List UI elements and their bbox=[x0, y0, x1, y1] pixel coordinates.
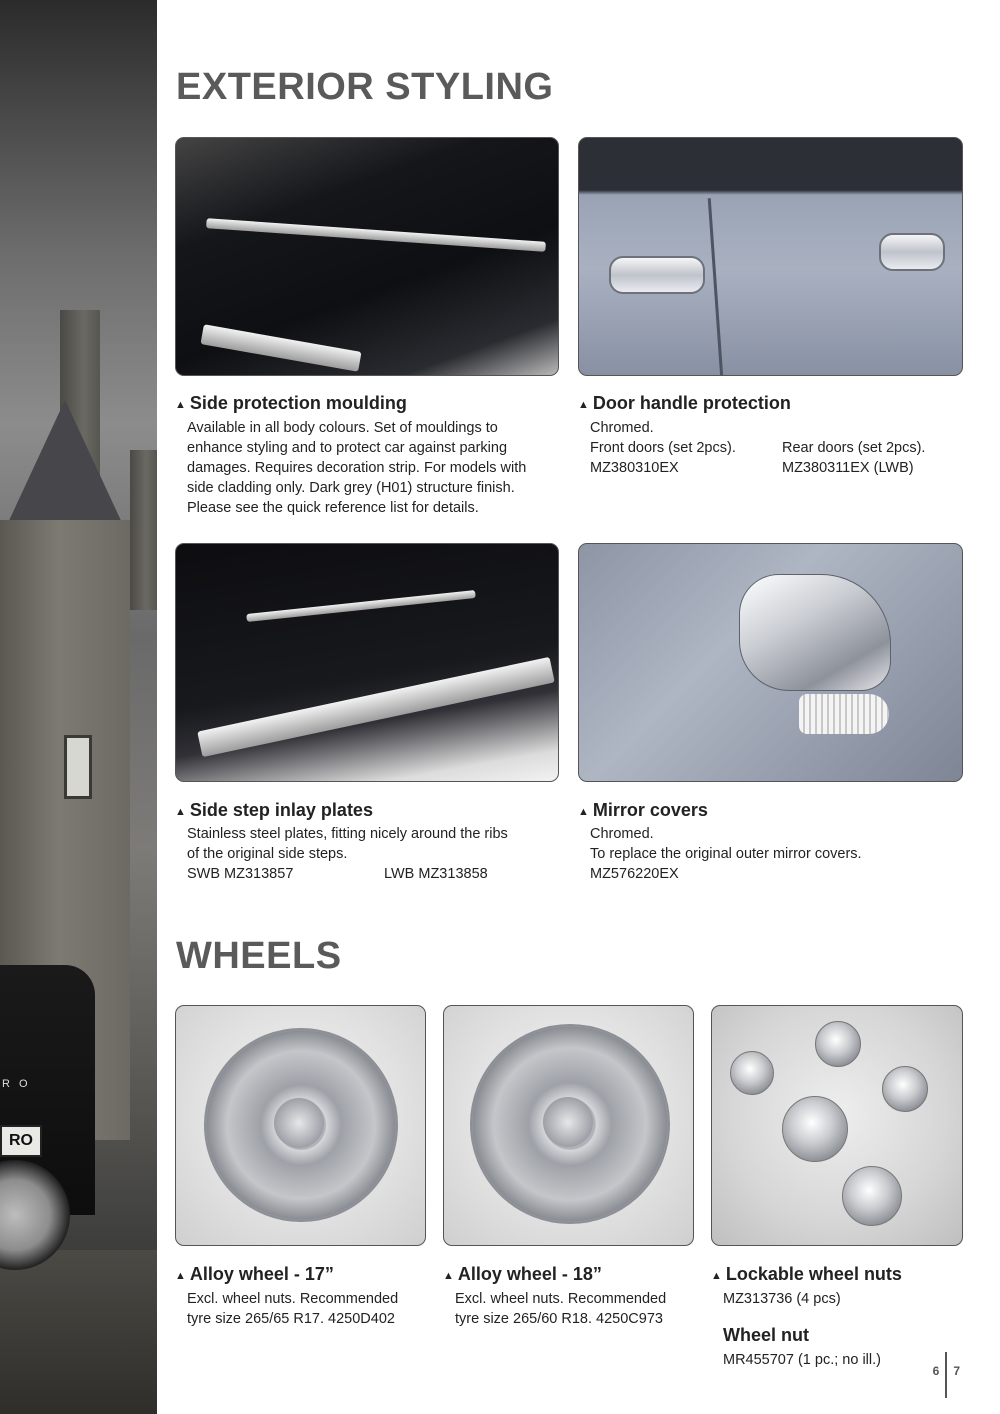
bullet-triangle-icon: ▲ bbox=[175, 399, 186, 411]
bullet-triangle-icon: ▲ bbox=[175, 806, 186, 818]
front-doors-label: Front doors (set 2pcs). bbox=[590, 440, 736, 456]
wheel-nut-title: Wheel nut bbox=[723, 1325, 809, 1345]
text-line: of the original side steps. bbox=[187, 846, 348, 862]
side-moulding-title: ▲ Side protection moulding bbox=[175, 393, 407, 413]
door-gap bbox=[708, 198, 724, 376]
wheel-hub bbox=[274, 1098, 324, 1148]
mirror-indicator bbox=[799, 694, 889, 734]
text-line: MZ313736 (4 pcs) bbox=[723, 1291, 841, 1307]
tower-roof bbox=[0, 400, 130, 540]
side-moulding-photo bbox=[175, 137, 559, 376]
step-inlay-plate bbox=[197, 657, 555, 757]
car-badge: R O bbox=[2, 1078, 31, 1090]
text-line: Excl. wheel nuts. Recommended bbox=[455, 1291, 667, 1307]
front-door-handle bbox=[609, 256, 705, 294]
wheel-nut-description bbox=[723, 1350, 881, 1370]
lwb-code: LWB MZ313858 bbox=[384, 866, 488, 882]
alloy-17-photo bbox=[175, 1005, 426, 1246]
tower-window bbox=[64, 735, 92, 799]
text-line: Excl. wheel nuts. Recommended bbox=[187, 1291, 399, 1307]
page-number-right: 7 bbox=[953, 1364, 960, 1378]
bullet-triangle-icon: ▲ bbox=[711, 1270, 722, 1282]
alloy-17-title: ▲ Alloy wheel - 17” bbox=[175, 1264, 334, 1284]
sidebar-photo bbox=[0, 0, 157, 1414]
text-line: Please see the quick reference list for details. bbox=[187, 500, 479, 516]
front-doors-code: MZ380310EX bbox=[590, 460, 679, 476]
door-handle-title: ▲ Door handle protection bbox=[578, 393, 791, 413]
mirror-cover-title: ▲ Mirror covers bbox=[578, 800, 708, 820]
mirror-shell bbox=[739, 574, 891, 691]
page-number-left: 6 bbox=[932, 1364, 940, 1378]
text-line: tyre size 265/65 R17. 4250D402 bbox=[187, 1311, 395, 1327]
chimney bbox=[130, 450, 157, 610]
door-handle-photo bbox=[578, 137, 963, 376]
side-step-description bbox=[187, 824, 508, 884]
alloy-17-description bbox=[187, 1289, 398, 1329]
rear-doors-label: Rear doors (set 2pcs). bbox=[782, 440, 926, 456]
door-handle-description bbox=[590, 418, 925, 478]
text-line: MR455707 (1 pc.; no ill.) bbox=[723, 1352, 881, 1368]
text-line: tyre size 265/60 R18. 4250C973 bbox=[455, 1311, 663, 1327]
lockable-nuts-description bbox=[723, 1289, 841, 1309]
side-step-title: ▲ Side step inlay plates bbox=[175, 800, 373, 820]
lockable-nuts-title: ▲ Lockable wheel nuts bbox=[711, 1264, 902, 1284]
wheel-nut bbox=[815, 1021, 861, 1067]
rear-door-handle bbox=[879, 233, 945, 271]
alloy-18-description bbox=[455, 1289, 666, 1329]
swb-code: SWB MZ313857 bbox=[187, 866, 294, 882]
text-line: Chromed. bbox=[590, 420, 654, 436]
wheel-hub bbox=[543, 1097, 593, 1147]
alloy-18-photo bbox=[443, 1005, 694, 1246]
text-line: Chromed. bbox=[590, 826, 654, 842]
step-trim bbox=[200, 324, 361, 371]
side-step-photo bbox=[175, 543, 559, 782]
bullet-triangle-icon: ▲ bbox=[175, 1270, 186, 1282]
section-title-wheels: WHEELS bbox=[176, 935, 342, 977]
side-moulding-description bbox=[187, 418, 526, 518]
text-line: side cladding only. Dark grey (H01) structure finish. bbox=[187, 480, 515, 496]
wheel-nut bbox=[842, 1166, 902, 1226]
page-separator bbox=[945, 1352, 947, 1398]
text-line: enhance styling and to protect car against parking bbox=[187, 440, 508, 456]
bullet-triangle-icon: ▲ bbox=[443, 1270, 454, 1282]
bullet-triangle-icon: ▲ bbox=[578, 399, 589, 411]
wheel-nut bbox=[730, 1051, 774, 1095]
text-line: Available in all body colours. Set of mouldings to bbox=[187, 420, 498, 436]
rear-doors-code: MZ380311EX (LWB) bbox=[782, 460, 914, 476]
licence-plate: RO bbox=[0, 1125, 42, 1157]
ground bbox=[0, 1250, 157, 1414]
body-trim bbox=[246, 590, 476, 622]
lockable-nuts-photo bbox=[711, 1005, 963, 1246]
text-line: Stainless steel plates, fitting nicely around the ribs bbox=[187, 826, 508, 842]
page-numbers bbox=[933, 1364, 960, 1410]
bullet-triangle-icon: ▲ bbox=[578, 806, 589, 818]
wheel-nut bbox=[882, 1066, 928, 1112]
text-line: damages. Requires decoration strip. For models with bbox=[187, 460, 527, 476]
mirror-cover-description bbox=[590, 824, 862, 884]
text-line: To replace the original outer mirror covers. bbox=[590, 846, 862, 862]
section-title-exterior: EXTERIOR STYLING bbox=[176, 66, 554, 108]
lock-key bbox=[782, 1096, 848, 1162]
mirror-cover-photo bbox=[578, 543, 963, 782]
moulding-strip bbox=[206, 218, 546, 252]
alloy-18-title: ▲ Alloy wheel - 18” bbox=[443, 1264, 602, 1284]
text-line: MZ576220EX bbox=[590, 866, 679, 882]
